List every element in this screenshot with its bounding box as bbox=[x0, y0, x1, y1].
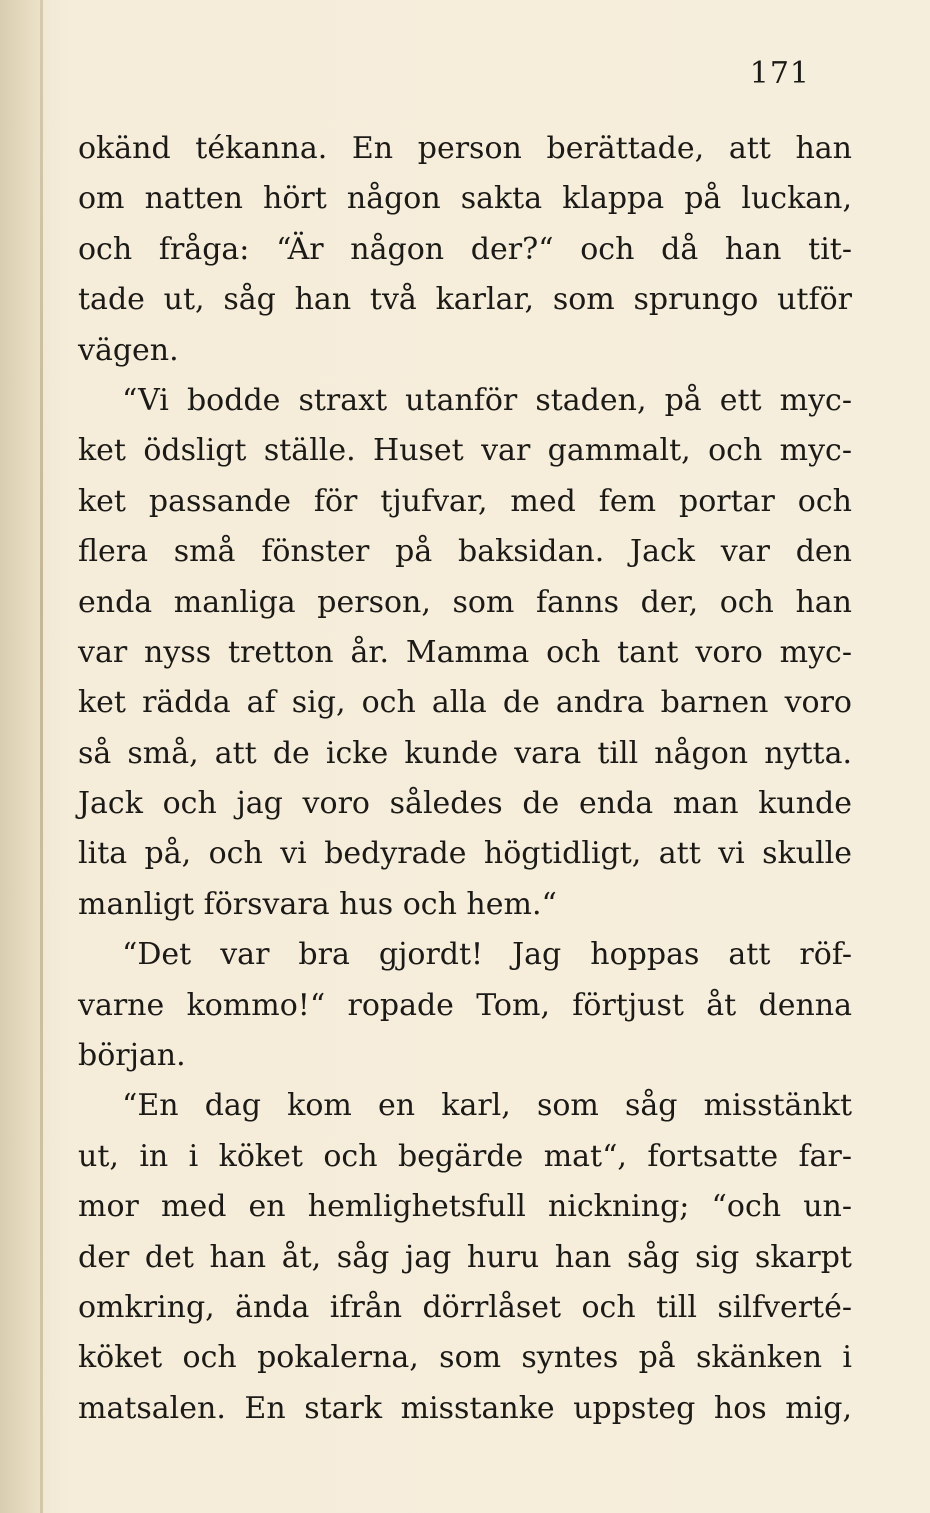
page-gutter bbox=[0, 0, 40, 1513]
text-line: ket rädda af sig, och alla de andra barnen voro bbox=[78, 685, 852, 721]
text-line: tade ut, såg han två karlar, som sprungo utför bbox=[78, 282, 852, 318]
text-line: omkring, ända ifrån dörrlåset och till silfverté- bbox=[78, 1289, 852, 1325]
text-line: mor med en hemlighetsfull nickning; “och un- bbox=[78, 1189, 852, 1225]
text-line: ket passande för tjufvar, med fem portar och bbox=[78, 483, 852, 519]
text-line: ket ödsligt ställe. Huset var gammalt, och myc- bbox=[78, 433, 852, 469]
text-line: vägen. bbox=[78, 332, 179, 368]
page-number: 171 bbox=[749, 56, 810, 91]
text-line: “En dag kom en karl, som såg misstänkt bbox=[122, 1088, 852, 1124]
text-line: der det han åt, såg jag huru han såg sig skarpt bbox=[78, 1239, 852, 1275]
text-line: enda manliga person, som fanns der, och han bbox=[78, 584, 852, 620]
text-line: okänd tékanna. En person berättade, att han bbox=[78, 131, 852, 166]
text-line: så små, att de icke kunde vara till någon nytta. bbox=[78, 735, 852, 771]
text-line: “Det var bra gjordt! Jag hoppas att röf- bbox=[122, 937, 852, 973]
text-line: lita på, och vi bedyrade högtidligt, att vi skulle bbox=[78, 836, 852, 872]
text-line: köket och pokalerna, som syntes på skänken i bbox=[78, 1340, 852, 1376]
text-line: flera små fönster på baksidan. Jack var den bbox=[78, 534, 852, 570]
text-line: om natten hört någon sakta klappa på luckan, bbox=[78, 181, 852, 217]
text-line: och fråga: “Är någon der?“ och då han tit- bbox=[78, 231, 852, 267]
text-line: “Vi bodde straxt utanför staden, på ett myc- bbox=[122, 382, 852, 418]
text-line: varne kommo!“ ropade Tom, förtjust åt denna bbox=[78, 987, 852, 1023]
text-line: början. bbox=[78, 1038, 186, 1074]
text-line: matsalen. En stark misstanke uppsteg hos mig, bbox=[78, 1390, 852, 1426]
text-line: ut, in i köket och begärde mat“, fortsatte far- bbox=[78, 1138, 852, 1174]
text-line: Jack och jag voro således de enda man kunde bbox=[78, 786, 852, 822]
body-text bbox=[78, 124, 852, 1434]
text-line: manligt försvara hus och hem.“ bbox=[78, 886, 557, 922]
binding-edge bbox=[40, 0, 43, 1513]
text-line: var nyss tretton år. Mamma och tant voro myc- bbox=[78, 634, 852, 670]
